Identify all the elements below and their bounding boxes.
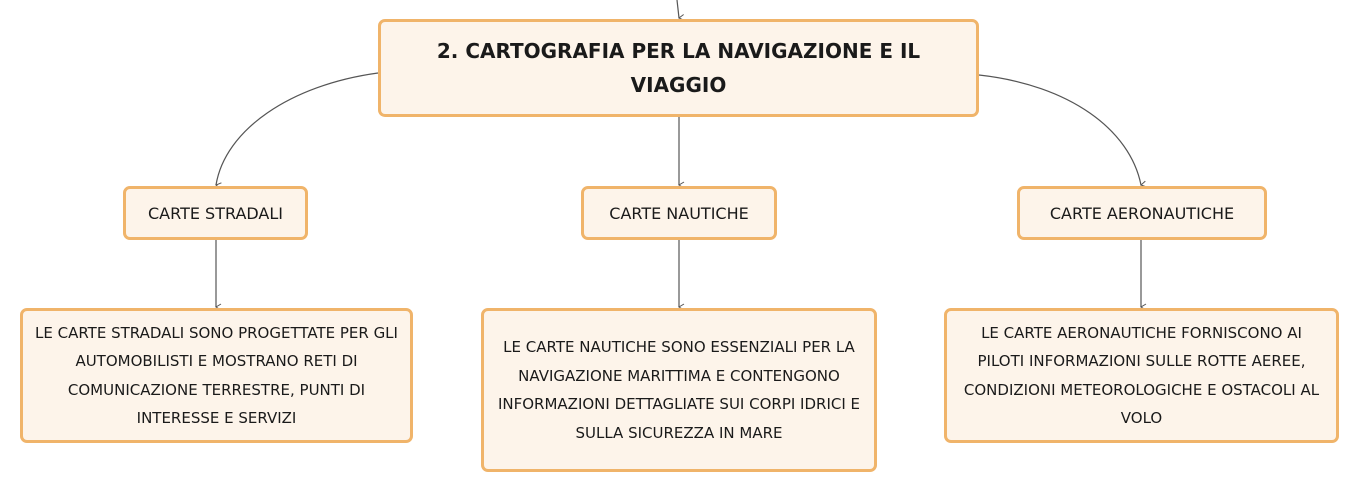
description-text-carte-stradali: LE CARTE STRADALI SONO PROGETTATE PER GLI AUTOMOBILISTI E MOSTRANO RETI DI COMUNICAZIONE TERRESTRE, PUNTI DI INTERESSE E SERVIZI [35, 323, 398, 427]
subtopic-carte-aeronautiche-description[interactable] [944, 308, 1339, 443]
topic-carte-stradali[interactable] [123, 186, 308, 240]
subtopic-carte-nautiche-description[interactable] [481, 308, 877, 472]
topic-label-carte-stradali: CARTE STRADALI [148, 203, 283, 223]
root-topic-node[interactable] [378, 19, 979, 117]
root-topic-title: 2. CARTOGRAFIA PER LA NAVIGAZIONE E IL VIAGGIO [436, 39, 921, 97]
topic-carte-aeronautiche[interactable] [1017, 186, 1267, 240]
incoming-connector [677, 0, 679, 18]
subtopic-carte-stradali-description[interactable] [20, 308, 413, 443]
topic-label-carte-nautiche: CARTE NAUTICHE [609, 203, 749, 223]
description-text-carte-aeronautiche: LE CARTE AERONAUTICHE FORNISCONO AI PILOTI INFORMAZIONI SULLE ROTTE AEREE, CONDIZIONI METEOROLOGICHE E OSTACOLI AL VOLO [963, 323, 1320, 427]
connector-root-stradali [216, 73, 378, 185]
topic-label-carte-aeronautiche: CARTE AERONAUTICHE [1049, 203, 1235, 223]
description-text-carte-nautiche: LE CARTE NAUTICHE SONO ESSENZIALI PER LA NAVIGAZIONE MARITTIMA E CONTENGONO INFORMAZIONI DETTAGLIATE SUI CORPI IDRICI E SULLA SICUREZZA IN MARE [497, 338, 861, 442]
connector-root-aeronautiche [979, 75, 1141, 185]
topic-carte-nautiche[interactable] [581, 186, 777, 240]
